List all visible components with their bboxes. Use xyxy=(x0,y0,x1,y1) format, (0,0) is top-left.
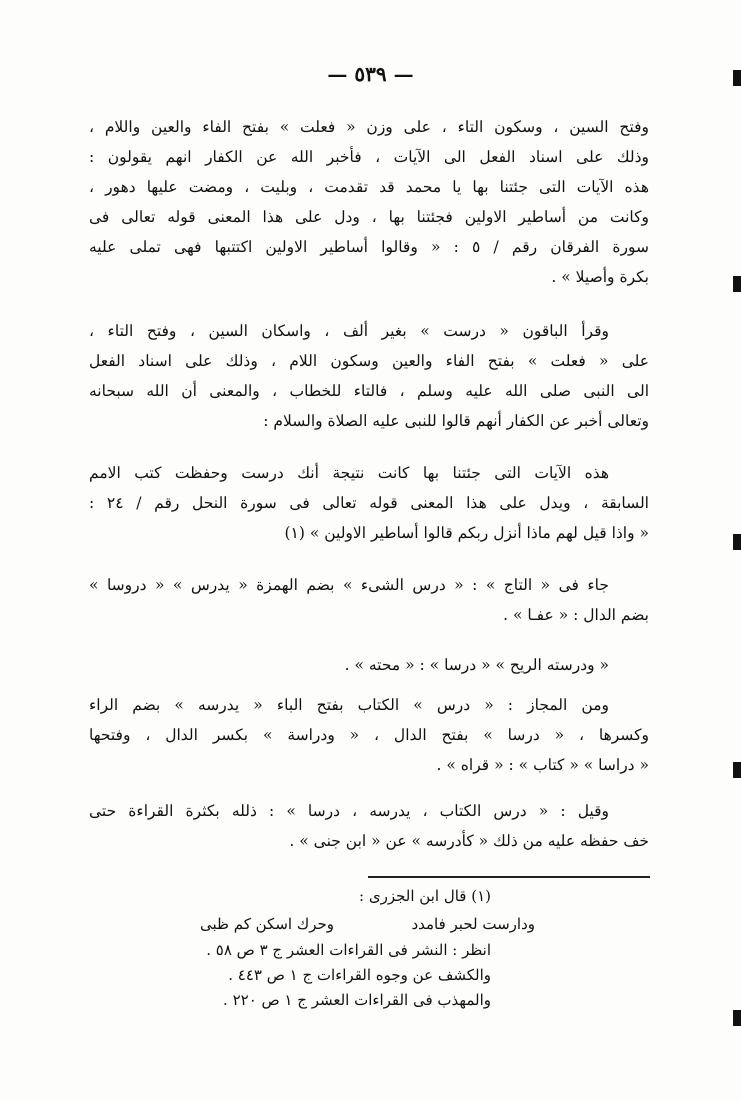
footnote-references xyxy=(71,938,491,1013)
paragraph-4 xyxy=(89,570,649,630)
footnote-reference: انظر : النشر فى القراءات العشر ج ٣ ص ٥٨ . xyxy=(206,941,491,959)
verse-first-hemistich: ودارست لحبر فامدد xyxy=(411,915,535,933)
footnote-reference: والمهذب فى القراءات العشر ج ١ ص ٢٢٠ . xyxy=(223,991,491,1009)
paragraph-1 xyxy=(89,112,649,292)
scan-margin-mark xyxy=(733,762,741,778)
text-line: وقرأ الباقون « درست » بغير ألف ، واسكان السين ، وفتح التاء ، xyxy=(89,322,609,340)
scan-margin-mark xyxy=(733,534,741,550)
page-number: — ٥٣٩ — xyxy=(327,62,414,86)
footnote-intro xyxy=(71,884,491,909)
text-line: وقيل : « درس الكتاب ، يدرسه ، درسا » : ذلله بكثرة القراءة حتى xyxy=(89,802,609,820)
text-line: ومن المجاز : « درس » الكتاب بفتح الباء « يدرسه » بضم الراء xyxy=(89,696,609,714)
text-line: وكانت من أساطير الاولين فجئتنا بها ، ودل على هذا المعنى قوله تعالى فى xyxy=(89,208,649,226)
text-line: الى النبى صلى الله عليه وسلم ، فالتاء للخطاب ، والمعنى أن الله سبحانه xyxy=(89,382,649,400)
text-line: السابقة ، ويدل على هذا المعنى قوله تعالى فى سورة النحل رقم / ٢٤ : xyxy=(89,494,649,512)
paragraph-3 xyxy=(89,458,649,548)
text-line: هذه الآيات التى جئتنا بها يا محمد قد تقدمت ، وبليت ، ومضت عليها دهور ، xyxy=(89,178,649,196)
footnote-divider xyxy=(368,876,650,878)
paragraph-2 xyxy=(89,316,649,436)
text-line: بكرة وأصيلا » . xyxy=(551,268,649,286)
scan-margin-mark xyxy=(733,276,741,292)
footnote-verse xyxy=(200,912,535,937)
text-line: جاء فى « التاج » : « درس الشىء » بضم الهمزة « يدرس » « دروسا » xyxy=(89,576,609,594)
paragraph-7 xyxy=(89,796,649,856)
text-line: على « فعلت » بفتح الفاء والعين وسكون اللام ، وذلك على اسناد الفعل xyxy=(89,352,649,370)
scan-margin-mark xyxy=(733,1010,741,1026)
scan-margin-mark xyxy=(733,70,741,86)
footnote-reference: والكشف عن وجوه القراءات ج ١ ص ٤٤٣ . xyxy=(228,966,491,984)
text-line: بضم الدال : « عفـا » . xyxy=(503,606,649,624)
footnote-line: (١) قال ابن الجزرى : xyxy=(359,887,491,905)
text-line: هذه الآيات التى جئتنا بها كانت نتيجة أنك درست وحفظت كتب الامم xyxy=(89,464,609,482)
text-line: وفتح السين ، وسكون التاء ، على وزن « فعلت » بفتح الفاء والعين واللام ، xyxy=(89,118,649,136)
text-line: « دراسا » « كتاب » : « قراه » . xyxy=(436,756,649,774)
text-line: « واذا قيل لهم ماذا أنزل ربكم قالوا أساطير الاولين » (١) xyxy=(284,524,649,542)
paragraph-6 xyxy=(89,690,649,780)
text-line: وذلك على اسناد الفعل الى الآيات ، فأخبر الله عن الكفار انهم يقولون : xyxy=(89,148,649,166)
text-line: وتعالى أخبر عن الكفار أنهم قالوا للنبى عليه الصلاة والسلام : xyxy=(263,412,649,430)
paragraph-5 xyxy=(89,650,649,680)
text-line: وكسرها ، « درسا » بفتح الدال ، « ودراسة » بكسر الدال ، وفتحها xyxy=(89,726,649,744)
text-line: خف حفظه عليه من ذلك « كأدرسه » عن « ابن جنى » . xyxy=(289,832,649,850)
text-line: « ودرسته الريح » « درسا » : « محته » . xyxy=(344,656,609,674)
text-line: سورة الفرقان رقم / ٥ : « وقالوا أساطير الاولين اكتتبها فهى تملى عليه xyxy=(89,238,649,256)
verse-second-hemistich: وحرك اسكن كم ظبى xyxy=(200,915,334,933)
